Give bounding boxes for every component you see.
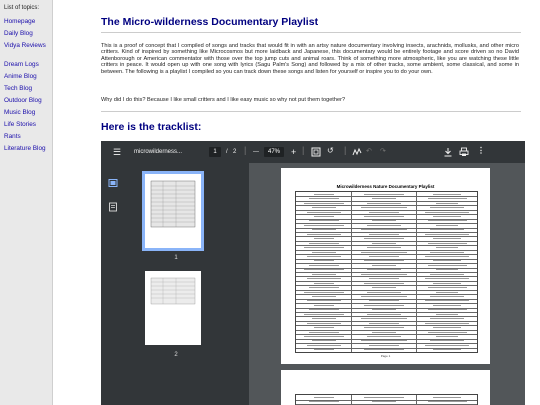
pdf-page-2 [281,370,490,405]
total-pages: 2 [233,149,237,155]
sidebar-link-life-stories[interactable]: Life Stories [4,121,36,128]
tracklist-table-continued [295,394,478,405]
pdf-toolbar [101,141,525,163]
tracklist-heading: Here is the tracklist: [101,121,202,133]
toolbar-separator: | [302,145,305,155]
sidebar-link-dream-logs[interactable]: Dream Logs [4,61,39,68]
sidebar [0,0,53,405]
pdf-filename: microwilderness... [134,149,183,155]
thumbnail-label-2: 2 [174,352,178,358]
sidebar-link-daily-blog[interactable]: Daily Blog [4,30,33,37]
annotate-icon[interactable] [352,147,362,159]
more-options-icon[interactable]: ⋮ [477,146,485,155]
sidebar-link-homepage[interactable]: Homepage [4,18,36,25]
sidebar-link-rants[interactable]: Rants [4,133,21,140]
fit-page-icon[interactable] [311,147,321,159]
page-thumbnail-2[interactable] [145,271,201,345]
title-divider [101,32,521,33]
tracklist-table [295,191,478,353]
page-title: The Micro-wilderness Documentary Playlist [101,16,319,28]
pdf-document-title: Microwilderness Nature Documentary Playlist [336,184,435,189]
document-outline-icon[interactable] [108,199,118,217]
zoom-in-button[interactable]: + [291,147,297,157]
main-content [53,0,540,405]
thumbnail-label-1: 1 [174,255,178,261]
sidebar-link-anime-blog[interactable]: Anime Blog [4,73,37,80]
zoom-out-button[interactable]: — [253,149,259,155]
page-thumbnail-1[interactable] [145,174,201,248]
sidebar-link-outdoor-blog[interactable]: Outdoor Blog [4,97,42,104]
download-icon[interactable] [443,147,453,159]
undo-icon[interactable]: ↶ [366,148,372,155]
intro-paragraph: This is a proof of concept that I compiled of songs and tracks that would fit in with an artsy nature documentary involving insects, arachnids, mollusks, and other micro critters. Kind of inspired by something like Microcosmos but more laidback and Japanese, this documentary would be entirely footage and score driven so no David Attenborough or American commentator with those over the top jump cuts and animal roars. Think of something more atmospheric, like you are watching these little critters in peace. It would open up with one song with lyrics (Sagu Palm's Song) and followed by a mix of other tracks, some ambient, some classical, and some in between. The following is a playlist I compiled so you can track down these songs and listen for yourself or inspire you to do your own. [101,43,519,75]
redo-icon[interactable]: ↷ [380,148,386,155]
pdf-page-footer: Page 1 [380,354,391,358]
section-divider [101,111,521,112]
thumbnail-panel [127,163,249,405]
sidebar-link-tech-blog[interactable]: Tech Blog [4,85,33,92]
hamburger-icon[interactable]: ☰ [113,147,122,157]
thumbnails-icon[interactable] [108,175,118,193]
page-separator: / [226,149,228,155]
sidebar-link-literature-blog[interactable]: Literature Blog [4,145,46,152]
page-number-input[interactable]: 1 [209,147,221,157]
toolbar-separator: | [244,145,247,155]
pdf-viewer[interactable] [101,141,525,405]
pdf-page-1 [281,168,490,364]
sidebar-link-music-blog[interactable]: Music Blog [4,109,36,116]
rotate-icon[interactable]: ↺ [327,146,334,155]
why-paragraph: Why did I do this? Because I like small critters and I like easy music so why not put them together? [101,97,346,103]
sidebar-header: List of topics: [4,5,40,11]
toolbar-separator: | [344,145,347,155]
print-icon[interactable] [459,147,469,159]
sidebar-link-vidya-reviews[interactable]: Vidya Reviews [4,42,46,49]
pdf-page-area[interactable] [249,163,525,405]
zoom-level-input[interactable]: 47% [264,147,284,157]
viewer-side-rail [101,163,127,405]
